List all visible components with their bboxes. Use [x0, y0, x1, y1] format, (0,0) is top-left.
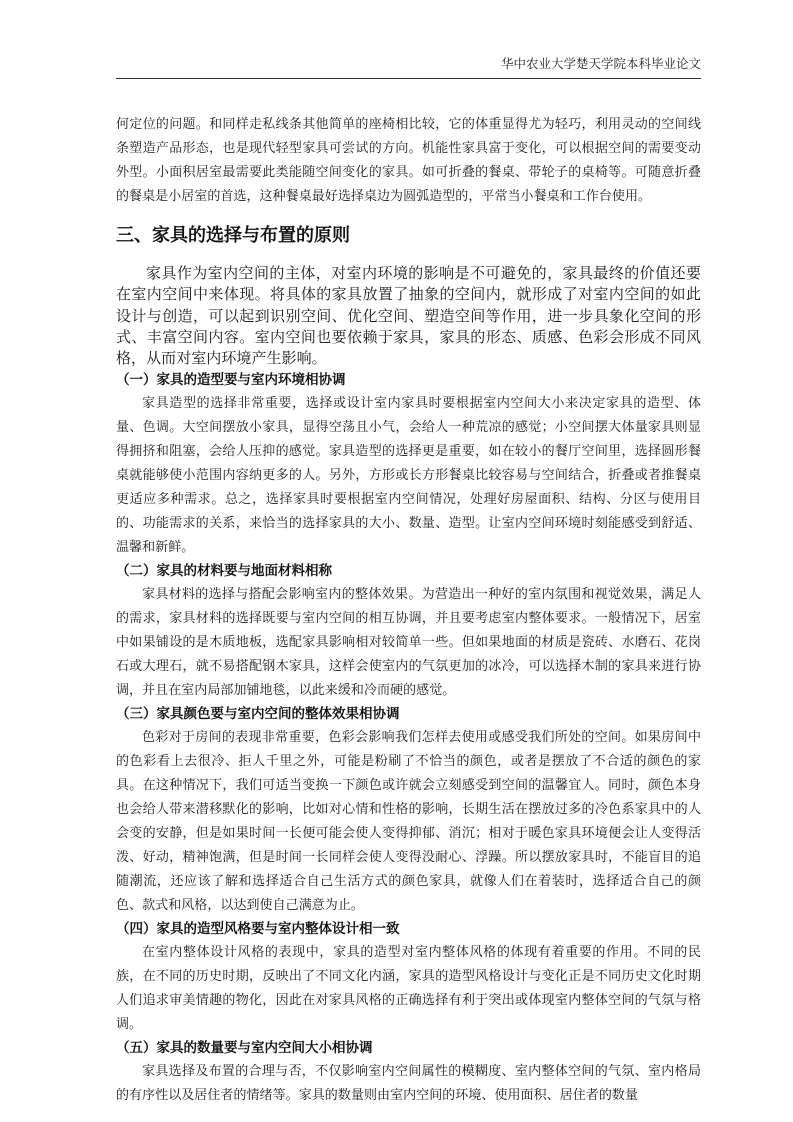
section-intro-paragraph: 家具作为室内空间的主体，对室内环境的影响是不可避免的，家具最终的价值还要在室内空间中来体现。将具体的家具放置了抽象的空间内，就形成了对室内空间的如此设计与创造，可以起到识别空间、优化空间、塑造空间等作用，进一步具象化空间的形式、丰富空间内容。室内空间也要依赖于家具，家具的形态、质感、色彩会形成不同风格，从而对室内环境产生影响。: [116, 264, 701, 368]
subsection-paragraph-4: 在室内整体设计风格的表现中，家具的造型对室内整体风格的体现有着重要的作用。不同的民族，在不同的历史时期，反映出了不同文化内涵，家具的造型风格设计与变化正是不同历史文化时期人们追求审美情趣的物化，因此在对家具风格的正确选择有利于突出或体现室内整体空间的气氛与格调。: [116, 945, 701, 1033]
section-title: 三、家具的选择与布置的原则: [116, 225, 350, 246]
running-header: 华中农业大学楚天学院本科毕业论文: [500, 56, 701, 71]
subsection-paragraph-5: 家具选择及布置的合理与否，不仅影响室内空间属性的模糊度、室内整体空间的气氛、室内格局的有序性以及居住者的情绪等。家具的数量则由室内空间的环境、使用面积、居住者的数量: [116, 1064, 701, 1104]
subsection-heading-4: （四）家具的造型风格要与室内整体设计相一致: [116, 921, 400, 938]
page-body: [116, 113, 701, 1108]
subsection-paragraph-1: 家具造型的选择非常重要，选择或设计室内家具时要根据室内空间大小来决定家具的造型、体量、色调。大空间摆放小家具，显得空荡且小气，会给人一种荒凉的感觉；小空间摆大体量家具则显得拥挤和阻塞，会给人压抑的感觉。家具造型的选择更是重要，如在较小的餐厅空间里，选择圆形餐桌就能够使小范围内容纳更多的人。另外，方形或长方形餐桌比较容易与空间结合，折叠或者推餐桌更适应多种需求。总之，选择家具时要根据室内空间情况，处理好房屋面积、结构、分区与使用目的、功能需求的关系，来恰当的选择家具的大小、数量、造型。让室内空间环境时刻能感受到舒适、温馨和新鲜。: [116, 396, 701, 556]
subsection-heading-1: （一）家具的造型要与室内环境相协调: [116, 372, 346, 389]
subsection-paragraph-3: 色彩对于房间的表现非常重要，色彩会影响我们怎样去使用或感受我们所处的空间。如果房间中的色彩看上去很冷、拒人千里之外，可能是粉刷了不恰当的颜色，或者是摆放了不合适的颜色的家具。在这种情况下，我们可适当变换一下颜色或许就会立刻感受到空间的温馨宜人。同时，颜色本身也会给人带来潜移默化的影响，比如对心情和性格的影响，长期生活在摆放过多的冷色系家具中的人会变的安静，但是如果时间一长便可能会使人变得抑郁、消沉；相对于暖色家具环境便会让人变得活泼、好动，精神饱满，但是时间一长同样会使人变得没耐心、浮躁。所以摆放家具时，不能盲目的追随潮流，还应该了解和选择适合自己生活方式的颜色家具，就像人们在着装时，选择适合自己的颜色、款式和风格，以达到使自己满意为止。: [116, 730, 701, 914]
subsection-paragraph-2: 家具材料的选择与搭配会影响室内的整体效果。为营造出一种好的室内氛围和视觉效果，满足人的需求，家具材料的选择既要与室内空间的相互协调，并且要考虑室内整体要求。一般情况下，居室中如果铺设的是木质地板，选配家具影响相对较简单一些。但如果地面的材质是瓷砖、水磨石、花岗石或大理石，就不易搭配钢木家具，这样会使室内的气氛更加的冰冷，可以选择木制的家具来进行协调，并且在室内局部加铺地毯，以此来缓和冷而硬的感觉。: [116, 587, 701, 699]
subsection-heading-2: （二）家具的材料要与地面材料相称: [116, 563, 332, 580]
subsection-heading-3: （三）家具颜色要与室内空间的整体效果相协调: [116, 706, 400, 723]
header-divider: [116, 78, 701, 79]
subsection-heading-5: （五）家具的数量要与室内空间大小相协调: [116, 1040, 373, 1057]
continued-paragraph: 何定位的问题。和同样走私线条其他简单的座椅相比较，它的体重显得尤为轻巧，利用灵动的空间线条塑造产品形态，也是现代轻型家具可尝试的方向。机能性家具富于变化，可以根据空间的需要变动外型。小面积居室最需要此类能随空间变化的家具。如可折叠的餐桌、带轮子的桌椅等。可随意折叠的餐桌是小居室的首选，这种餐桌最好选择桌边为圆弧造型的，平常当小餐桌和工作台使用。: [116, 117, 701, 204]
